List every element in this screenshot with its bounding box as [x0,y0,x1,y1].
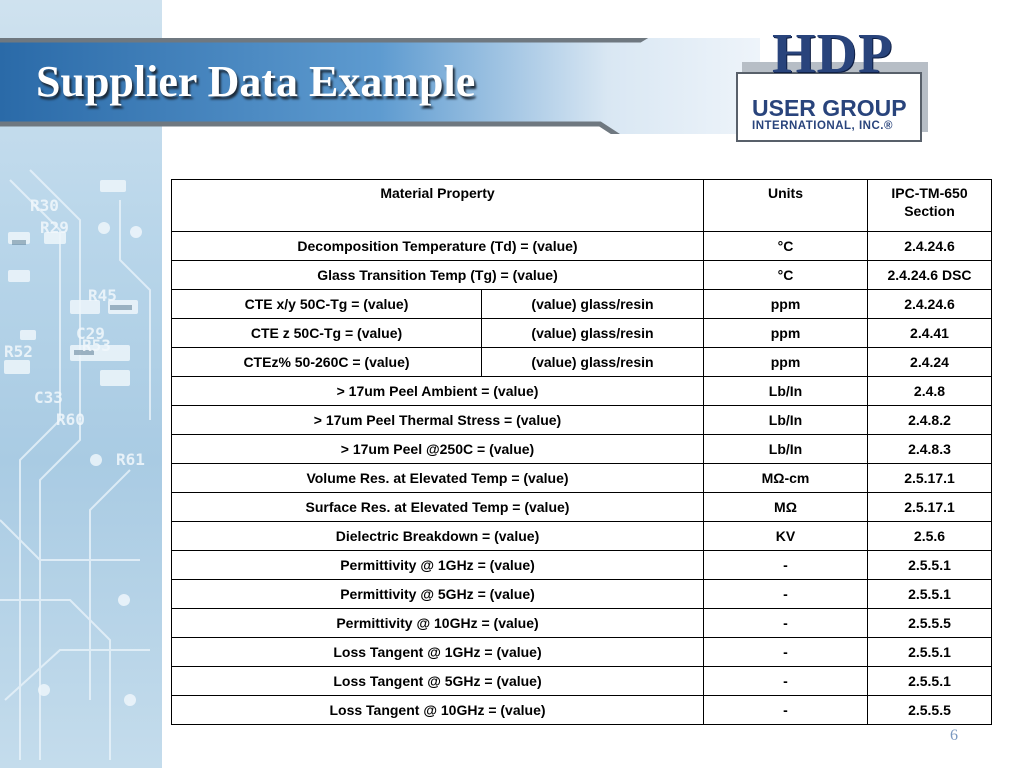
cell-units: KV [704,522,868,551]
cell-section: 2.5.5.1 [868,667,992,696]
cell-units: - [704,609,868,638]
cell-property-extra: (value) glass/resin [482,348,704,377]
cell-section: 2.5.17.1 [868,493,992,522]
cell-property: Loss Tangent @ 10GHz = (value) [172,696,704,725]
table-row [172,696,992,725]
cell-section: 2.5.5.5 [868,696,992,725]
cell-section: 2.4.24.6 [868,232,992,261]
pcb-silkscreen-label: R30 [30,196,59,215]
cell-property: Surface Res. at Elevated Temp = (value) [172,493,704,522]
cell-section: 2.5.17.1 [868,464,992,493]
pcb-silkscreen-label: C33 [34,388,63,407]
table-header-row [172,180,992,232]
pcb-silkscreen-label: R45 [88,286,117,305]
header-units: Units [704,180,868,232]
cell-section: 2.5.5.5 [868,609,992,638]
header-material-property: Material Property [172,180,704,232]
logo-user-group-text: USER GROUP [752,95,907,121]
table-row [172,580,992,609]
pcb-silkscreen-label: R29 [40,218,69,237]
cell-section: 2.4.8.3 [868,435,992,464]
pcb-silkscreen-label: R52 [4,342,33,361]
table-row [172,290,992,319]
table-row [172,348,992,377]
cell-property: Permittivity @ 1GHz = (value) [172,551,704,580]
cell-units: °C [704,232,868,261]
table-row [172,609,992,638]
page-number: 6 [950,727,958,744]
pcb-silkscreen-label: R60 [56,410,85,429]
supplier-data-table [171,179,992,725]
cell-units: Lb/In [704,377,868,406]
cell-property: CTE x/y 50C-Tg = (value) [172,290,482,319]
cell-property: > 17um Peel Thermal Stress = (value) [172,406,704,435]
cell-section: 2.5.5.1 [868,551,992,580]
table-row [172,551,992,580]
table-row [172,261,992,290]
cell-section: 2.5.6 [868,522,992,551]
cell-units: - [704,696,868,725]
cell-property: Dielectric Breakdown = (value) [172,522,704,551]
table-row [172,464,992,493]
cell-section: 2.4.41 [868,319,992,348]
cell-units: ppm [704,290,868,319]
cell-property: Decomposition Temperature (Td) = (value) [172,232,704,261]
cell-property: Loss Tangent @ 1GHz = (value) [172,638,704,667]
cell-units: Lb/In [704,435,868,464]
table-row [172,377,992,406]
cell-section: 2.5.5.1 [868,638,992,667]
header-section: IPC-TM-650 Section [868,180,992,232]
cell-units: °C [704,261,868,290]
logo-international-text: INTERNATIONAL, INC.® [752,120,893,132]
hdp-logo [732,23,928,142]
slide-title: Supplier Data Example [36,57,476,106]
cell-property-extra: (value) glass/resin [482,290,704,319]
table-row [172,493,992,522]
cell-property: Permittivity @ 5GHz = (value) [172,580,704,609]
cell-section: 2.4.8 [868,377,992,406]
table-row [172,319,992,348]
table-row [172,638,992,667]
cell-property: CTEz% 50-260C = (value) [172,348,482,377]
table-row [172,406,992,435]
cell-units: ppm [704,348,868,377]
table-row [172,522,992,551]
cell-units: Lb/In [704,406,868,435]
cell-section: 2.4.24 [868,348,992,377]
cell-section: 2.4.24.6 DSC [868,261,992,290]
cell-section: 2.5.5.1 [868,580,992,609]
cell-section: 2.4.8.2 [868,406,992,435]
cell-units: - [704,667,868,696]
cell-units: MΩ-cm [704,464,868,493]
cell-property: Loss Tangent @ 5GHz = (value) [172,667,704,696]
table-row [172,667,992,696]
cell-property: > 17um Peel @250C = (value) [172,435,704,464]
pcb-silkscreen-label: C29 [76,324,105,343]
logo-hdp-text: HDP [772,23,894,85]
cell-units: MΩ [704,493,868,522]
table-row [172,232,992,261]
cell-units: ppm [704,319,868,348]
pcb-silkscreen-label: R53 [82,336,111,355]
table-row [172,435,992,464]
cell-property: > 17um Peel Ambient = (value) [172,377,704,406]
cell-property: Permittivity @ 10GHz = (value) [172,609,704,638]
cell-units: - [704,551,868,580]
cell-property: Glass Transition Temp (Tg) = (value) [172,261,704,290]
cell-units: - [704,638,868,667]
cell-property-extra: (value) glass/resin [482,319,704,348]
cell-section: 2.4.24.6 [868,290,992,319]
cell-property: Volume Res. at Elevated Temp = (value) [172,464,704,493]
cell-property: CTE z 50C-Tg = (value) [172,319,482,348]
pcb-silkscreen-label: R61 [116,450,145,469]
cell-units: - [704,580,868,609]
